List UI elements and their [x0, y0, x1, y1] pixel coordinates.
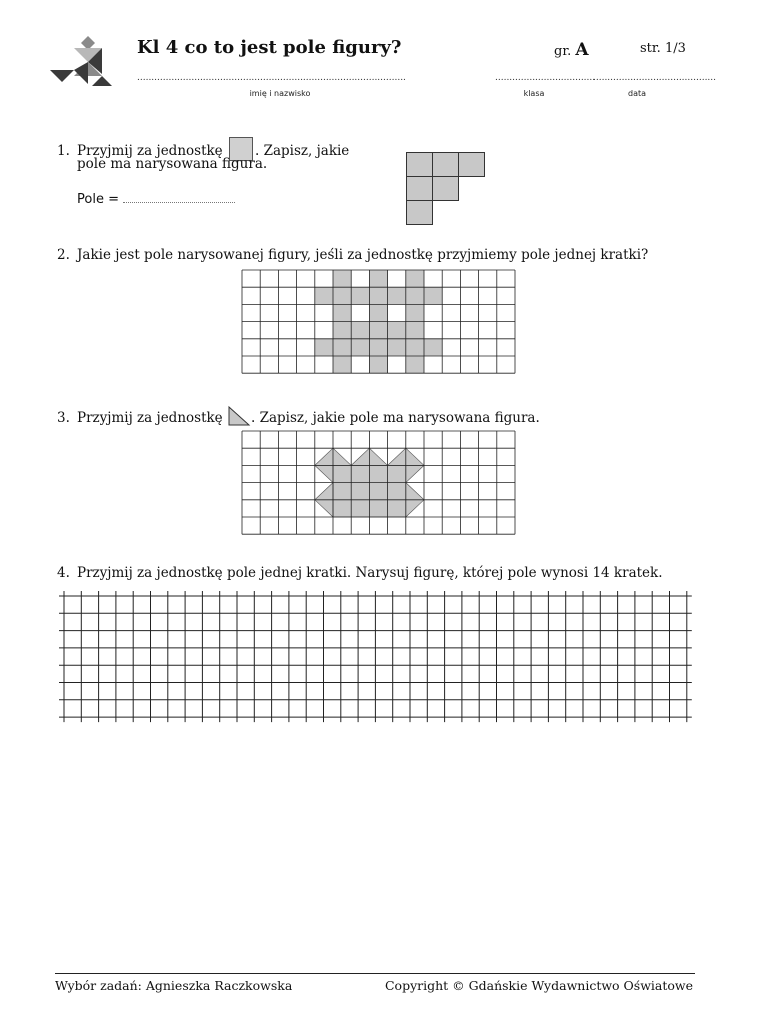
filled-cell — [424, 287, 442, 304]
filled-cell — [388, 339, 406, 356]
class-field-dots[interactable]: ................................... — [495, 73, 596, 83]
filled-shape — [406, 465, 424, 482]
filled-cell — [369, 270, 387, 287]
filled-cell — [369, 304, 387, 321]
exercise-1-number: 1. — [57, 143, 70, 159]
filled-cell — [406, 339, 424, 356]
footer-author: Wybór zadań: Agnieszka Raczkowska — [55, 978, 293, 993]
exercise-4-text: 4. Przyjmij za jednostkę pole jednej kratki. Narysuj figurę, której pole wynosi 14 kratek. — [57, 565, 663, 581]
page-number: str. 1/3 — [640, 41, 686, 56]
filled-cell — [351, 322, 369, 339]
exercise-1-figure — [406, 152, 486, 227]
filled-cell — [406, 356, 424, 373]
filled-cell — [369, 287, 387, 304]
exercise-1-line2: pole ma narysowana figura. — [77, 156, 268, 172]
filled-cell — [333, 270, 351, 287]
exercise-2-figure — [242, 270, 518, 375]
exercise-2-text: 2. Jakie jest pole narysowanej figury, jeśli za jednostkę przyjmiemy pole jednej kratki? — [57, 247, 649, 263]
exercise-3-figure — [242, 431, 518, 536]
group-value: A — [575, 40, 589, 60]
filled-cell — [333, 322, 351, 339]
filled-cell — [333, 304, 351, 321]
filled-cell — [406, 270, 424, 287]
filled-cell — [333, 287, 351, 304]
filled-cell — [388, 322, 406, 339]
drawing-grid[interactable] — [58, 588, 698, 728]
filled-shape — [315, 465, 333, 482]
footer-divider — [55, 973, 695, 974]
exercise-3-text: 3. Przyjmij za jednostkę . Zapisz, jakie pole ma narysowana figura. — [57, 406, 540, 427]
filled-cell — [369, 339, 387, 356]
exercise-1-answer[interactable]: Pole = — [77, 192, 235, 207]
filled-cell — [369, 356, 387, 373]
class-caption: klasa — [523, 89, 545, 98]
name-caption: imię i nazwisko — [249, 89, 311, 98]
exercise-1-line1: 1. Przyjmij za jednostkę . Zapisz, jakie — [57, 137, 349, 161]
filled-cell — [333, 339, 351, 356]
filled-cell — [315, 339, 333, 356]
filled-cell — [333, 356, 351, 373]
filled-cell — [406, 322, 424, 339]
filled-cell — [369, 322, 387, 339]
filled-cell — [406, 287, 424, 304]
filled-cell — [351, 287, 369, 304]
filled-cell — [424, 339, 442, 356]
date-field-dots[interactable]: ........................................... — [593, 73, 717, 83]
worksheet-title: Kl 4 co to jest pole figury? — [137, 37, 402, 58]
filled-cell — [351, 339, 369, 356]
tangram-logo — [48, 34, 118, 89]
answer-dots — [123, 192, 235, 203]
filled-cell — [388, 287, 406, 304]
unit-triangle-icon — [228, 406, 250, 426]
date-caption: data — [627, 89, 647, 98]
footer-copyright: Copyright © Gdańskie Wydawnictwo Oświatowe — [384, 978, 693, 993]
group-label: gr. A — [554, 40, 589, 60]
filled-cell — [406, 304, 424, 321]
filled-cell — [315, 287, 333, 304]
name-field-dots[interactable]: .............................................................................................. — [137, 73, 406, 83]
